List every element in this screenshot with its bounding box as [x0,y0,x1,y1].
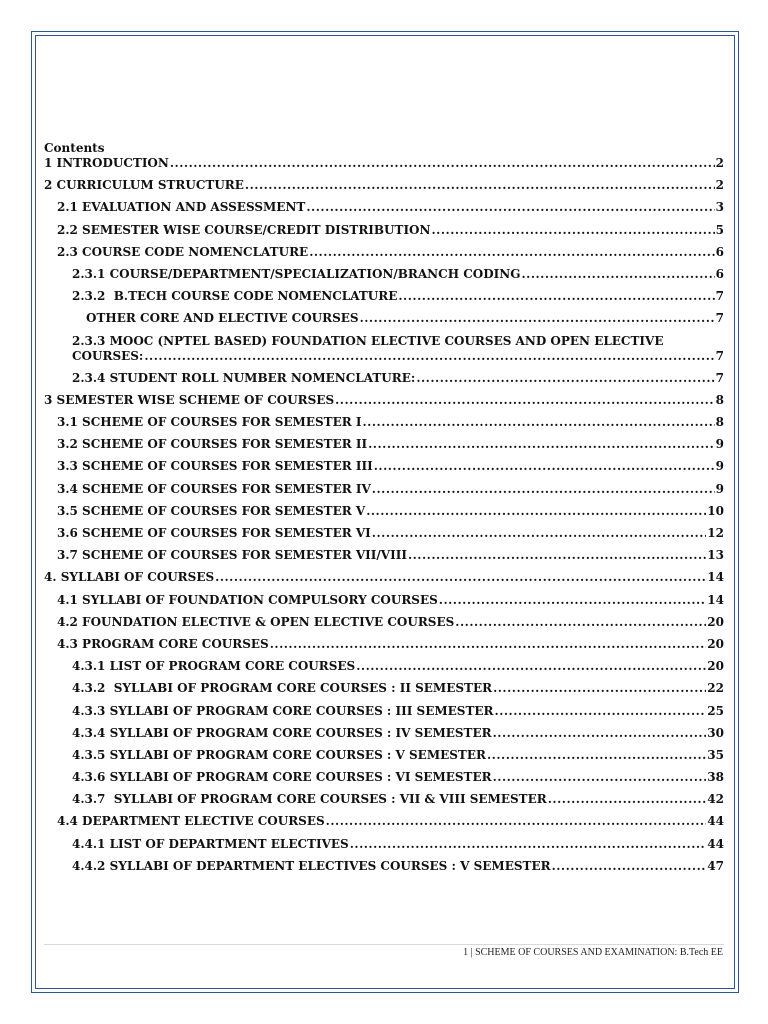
toc-entry-title: 2.1 EVALUATION AND ASSESSMENT [57,200,306,215]
toc-entry-title: COURSES: [72,348,144,363]
toc-entry[interactable] [44,526,724,541]
toc-entry-title: 3.1 SCHEME OF COURSES FOR SEMESTER I [57,415,362,430]
toc-leader [356,659,706,674]
toc-leader [493,726,707,741]
toc-entry-title: 4.3.5 SYLLABI OF PROGRAM CORE COURSES : V SEMESTER [72,747,486,762]
toc-entry-title-line1: 2.3.3 MOOC (NPTEL BASED) FOUNDATION ELECTIVE COURSES AND OPEN ELECTIVE [72,333,664,348]
toc-entry-page: 22 [707,681,724,696]
toc-entry[interactable] [44,371,724,386]
toc-entry-page: 20 [707,659,724,674]
toc-entry[interactable] [44,859,724,874]
toc-leader [487,748,706,763]
toc-entry-page: 10 [707,503,724,518]
toc-entry[interactable] [44,156,724,171]
toc-entry[interactable] [44,593,724,608]
toc-leader [431,223,714,238]
toc-entry-page: 8 [715,415,724,430]
toc-entry-title: 2 CURRICULUM STRUCTURE [44,178,244,193]
toc-entry-title: 4.3.3 SYLLABI OF PROGRAM CORE COURSES : III SEMESTER [72,703,494,718]
toc-entry[interactable] [44,659,724,674]
toc-leader [245,178,715,193]
toc-leader [495,704,707,719]
toc-entry-title: 4.4 DEPARTMENT ELECTIVE COURSES [57,814,325,829]
toc-leader [455,615,706,630]
toc-entry-title: 4.4.1 LIST OF DEPARTMENT ELECTIVES [72,836,349,851]
toc-entry[interactable] [44,289,724,304]
toc-entry[interactable] [44,681,724,696]
toc-leader [416,371,714,386]
toc-entry[interactable] [44,311,724,326]
toc-entry-title: 2.3 COURSE CODE NOMENCLATURE [57,244,309,259]
toc-entry-title: 3.4 SCHEME OF COURSES FOR SEMESTER IV [57,481,371,496]
toc-entry[interactable] [44,393,724,408]
toc-entry[interactable] [44,637,724,652]
toc-leader [170,156,715,171]
toc-leader [366,504,706,519]
toc-entry-page: 44 [707,836,724,851]
toc-entry-page: 7 [715,311,724,326]
toc-heading: Contents [44,141,105,155]
toc-entry[interactable] [44,704,724,719]
toc-entry-page: 44 [707,814,724,829]
footer-divider [44,944,724,945]
toc-entry-title: 4.2 FOUNDATION ELECTIVE & OPEN ELECTIVE COURSES [57,614,455,629]
toc-entry-page: 3 [715,200,724,215]
toc-entry[interactable] [44,334,724,364]
toc-entry[interactable] [44,770,724,785]
toc-leader [215,570,706,585]
toc-entry-title: 4.3.4 SYLLABI OF PROGRAM CORE COURSES : IV SEMESTER [72,725,492,740]
toc-leader [350,837,707,852]
toc-entry-title: 3 SEMESTER WISE SCHEME OF COURSES [44,392,335,407]
toc-entry-page: 47 [707,858,724,873]
toc-entry-page: 9 [715,481,724,496]
toc-entry[interactable] [44,178,724,193]
toc-entry[interactable] [44,504,724,519]
page-footer: 1 | SCHEME OF COURSES AND EXAMINATION: B.Tech EE [463,947,723,958]
toc-entry-title: 3.2 SCHEME OF COURSES FOR SEMESTER II [57,437,368,452]
toc-entry-page: 42 [707,792,724,807]
toc-leader [362,415,714,430]
toc-entry-page: 14 [707,570,724,585]
toc-entry-title: OTHER CORE AND ELECTIVE COURSES [86,311,359,326]
toc-leader [372,526,707,541]
toc-entry[interactable] [44,814,724,829]
toc-entry-title: 2.3.2 B.TECH COURSE CODE NOMENCLATURE [72,289,398,304]
toc-entry[interactable] [44,748,724,763]
toc-entry-page: 6 [715,266,724,281]
toc-entry-page: 2 [715,178,724,193]
toc-leader [372,482,715,497]
toc-leader [408,548,706,563]
toc-entry-page: 2 [715,156,724,170]
toc-entry-page: 8 [715,392,724,407]
toc-leader [493,681,706,696]
toc-entry-page: 7 [715,348,724,363]
toc-leader [306,200,714,215]
toc-entry[interactable] [44,615,724,630]
toc-entry-page: 5 [715,222,724,237]
toc-entry-page: 38 [707,770,724,785]
toc-entry[interactable] [44,459,724,474]
toc-entry-page: 9 [715,459,724,474]
toc-entry-page: 35 [707,747,724,762]
toc-entry-title: 3.6 SCHEME OF COURSES FOR SEMESTER VI [57,526,371,540]
toc-leader [439,593,707,608]
toc-entry-title: 1 INTRODUCTION [44,156,169,170]
toc-leader [326,814,707,829]
toc-entry-title: 3.3 SCHEME OF COURSES FOR SEMESTER III [57,459,373,474]
toc-entry-page: 13 [707,548,724,563]
table-of-contents [44,142,724,881]
toc-entry-title: 4.3.7 SYLLABI OF PROGRAM CORE COURSES : VII & VIII SEMESTER [72,792,547,807]
toc-leader [493,770,707,785]
toc-entry-page: 30 [707,725,724,740]
toc-leader [309,245,714,260]
toc-leader [552,859,707,874]
toc-entry-page: 12 [707,526,724,540]
toc-entry-page: 6 [715,244,724,259]
toc-entry[interactable] [44,415,724,430]
toc-leader [144,349,714,364]
toc-entry[interactable] [44,223,724,238]
toc-leader [521,267,714,282]
toc-entry-page: 20 [707,636,724,651]
toc-entry[interactable] [44,482,724,497]
toc-leader [548,792,707,807]
toc-entry-page: 9 [715,437,724,452]
toc-leader [398,289,714,304]
toc-leader [335,393,715,408]
toc-leader [360,311,715,326]
toc-entry[interactable] [44,570,724,585]
toc-entry[interactable] [44,245,724,260]
toc-entry[interactable] [44,437,724,452]
toc-entry-page: 7 [715,289,724,304]
toc-entry[interactable] [44,548,724,563]
toc-entry-page: 25 [707,703,724,718]
toc-entry-title: 3.5 SCHEME OF COURSES FOR SEMESTER V [57,503,366,518]
toc-entry-title: 4. SYLLABI OF COURSES [44,570,215,585]
toc-entry-title: 4.3.6 SYLLABI OF PROGRAM CORE COURSES : VI SEMESTER [72,770,492,785]
toc-entry-page: 14 [707,592,724,607]
toc-entry[interactable] [44,726,724,741]
toc-entry-title: 4.4.2 SYLLABI OF DEPARTMENT ELECTIVES COURSES : V SEMESTER [72,858,551,873]
toc-entry[interactable] [44,200,724,215]
toc-entry[interactable] [44,267,724,282]
toc-entry-page: 20 [707,614,724,629]
toc-entry-title: 2.2 SEMESTER WISE COURSE/CREDIT DISTRIBUTION [57,222,431,237]
toc-leader [374,459,715,474]
toc-entry-title: 3.7 SCHEME OF COURSES FOR SEMESTER VII/VIII [57,548,407,563]
toc-entry-title: 2.3.4 STUDENT ROLL NUMBER NOMENCLATURE: [72,370,416,385]
toc-entry-title: 2.3.1 COURSE/DEPARTMENT/SPECIALIZATION/BRANCH CODING [72,266,521,281]
toc-entry[interactable] [44,792,724,807]
toc-leader [270,637,707,652]
toc-entry-title: 4.3.1 LIST OF PROGRAM CORE COURSES [72,659,356,674]
toc-entry[interactable] [44,837,724,852]
toc-list [44,156,724,874]
toc-leader [368,437,715,452]
toc-entry-title: 4.1 SYLLABI OF FOUNDATION COMPULSORY COURSES [57,592,438,607]
toc-entry-title: 4.3.2 SYLLABI OF PROGRAM CORE COURSES : II SEMESTER [72,681,493,696]
toc-entry-page: 7 [715,370,724,385]
toc-entry-title: 4.3 PROGRAM CORE COURSES [57,636,269,651]
